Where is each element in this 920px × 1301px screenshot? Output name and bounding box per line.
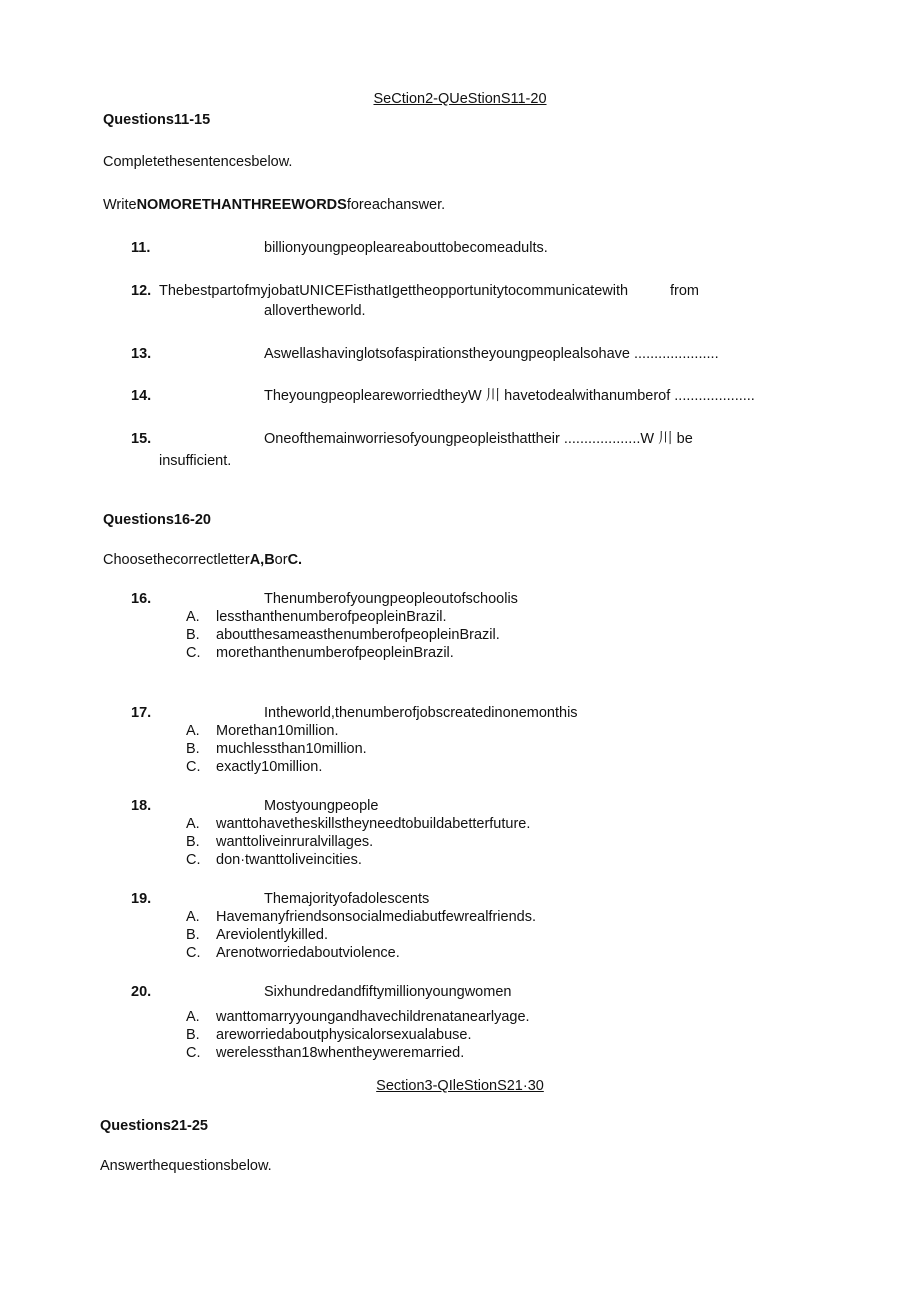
q19-option-c: C. Arenotworriedaboutviolence.	[186, 945, 400, 961]
q20-option-a: A. wanttomarryyoungandhavechildrenatanearlyage.	[186, 1009, 530, 1025]
q16-option-c: C. morethanthenumberofpeopleinBrazil.	[186, 645, 454, 661]
q13-number: 13.	[131, 346, 152, 362]
instruction-complete: Completethesentencesbelow.	[103, 154, 293, 170]
questions-11-15-heading: Questions11-15	[103, 112, 211, 128]
q12-number: 12.	[131, 283, 152, 299]
instruction-answer: Answerthequestionsbelow.	[100, 1158, 272, 1174]
q19-stem: Themajorityofadolescents	[264, 891, 430, 907]
q15-number: 15.	[131, 431, 152, 447]
q16-number: 16.	[131, 591, 152, 607]
q16-option-a: A. lessthanthenumberofpeopleinBrazil.	[186, 609, 447, 625]
instruction-write: WriteNOMORETHANTHREEWORDSforeachanswer.	[103, 197, 446, 213]
q20-option-b: B. areworriedaboutphysicalorsexualabuse.	[186, 1027, 472, 1043]
section-2-title: SeCtion2-QUeStionS11-20	[373, 91, 547, 107]
q12-text-line1: ThebestpartofmyjobatUNICEFisthatIgettheopportunitytocommunicatewith	[159, 283, 629, 299]
q17-option-b: B. muchlessthan10million.	[186, 741, 367, 757]
q18-option-b: B. wanttoliveinruralvillages.	[186, 834, 374, 850]
q20-option-c: C. werelessthan18whentheyweremarried.	[186, 1045, 465, 1061]
q19-option-a: A. Havemanyfriendsonsocialmediabutfewrealfriends.	[186, 909, 536, 925]
q16-stem: Thenumberofyoungpeopleoutofschoolis	[264, 591, 518, 607]
q18-number: 18.	[131, 798, 152, 814]
q20-stem: Sixhundredandfiftymillionyoungwomen	[264, 984, 512, 1000]
q18-stem: Mostyoungpeople	[264, 798, 379, 814]
q12-text-line2: allovertheworld.	[264, 303, 366, 319]
section-3-title: Section3-QIleStionS21·30	[376, 1078, 544, 1094]
q17-stem: Intheworld,thenumberofjobscreatedinonemonthis	[264, 705, 578, 721]
q18-option-c: C. don·twanttoliveincities.	[186, 852, 362, 868]
q13-text: Aswellashavinglotsofaspirationstheyoungpeoplealsohave .....................	[264, 346, 719, 362]
q12-text-line1-tail: from	[670, 283, 699, 299]
q20-number: 20.	[131, 984, 152, 1000]
q19-option-b: B. Areviolentlykilled.	[186, 927, 329, 943]
q14-text: TheyoungpeopleareworriedtheyW 川 havetodealwithanumberof ....................	[264, 388, 755, 404]
questions-16-20-heading: Questions16-20	[103, 512, 211, 528]
q14-number: 14.	[131, 388, 152, 404]
q11-number: 11.	[131, 240, 151, 256]
q16-option-b: B. aboutthesameasthenumberofpeopleinBrazil.	[186, 627, 500, 643]
q19-number: 19.	[131, 891, 152, 907]
questions-21-25-heading: Questions21-25	[100, 1118, 208, 1134]
q17-number: 17.	[131, 705, 152, 721]
instruction-choose: ChoosethecorrectletterA,BorC.	[103, 552, 303, 568]
q17-option-a: A. Morethan10million.	[186, 723, 339, 739]
q15-text-line2: insufficient.	[159, 453, 232, 469]
q17-option-c: C. exactly10million.	[186, 759, 323, 775]
q11-text: billionyoungpeopleareabouttobecomeadults.	[264, 240, 548, 256]
q18-option-a: A. wanttohavetheskillstheyneedtobuildabetterfuture.	[186, 816, 531, 832]
q15-text-line1: Oneofthemainworriesofyoungpeopleisthattheir ...................W 川 be	[264, 431, 693, 447]
